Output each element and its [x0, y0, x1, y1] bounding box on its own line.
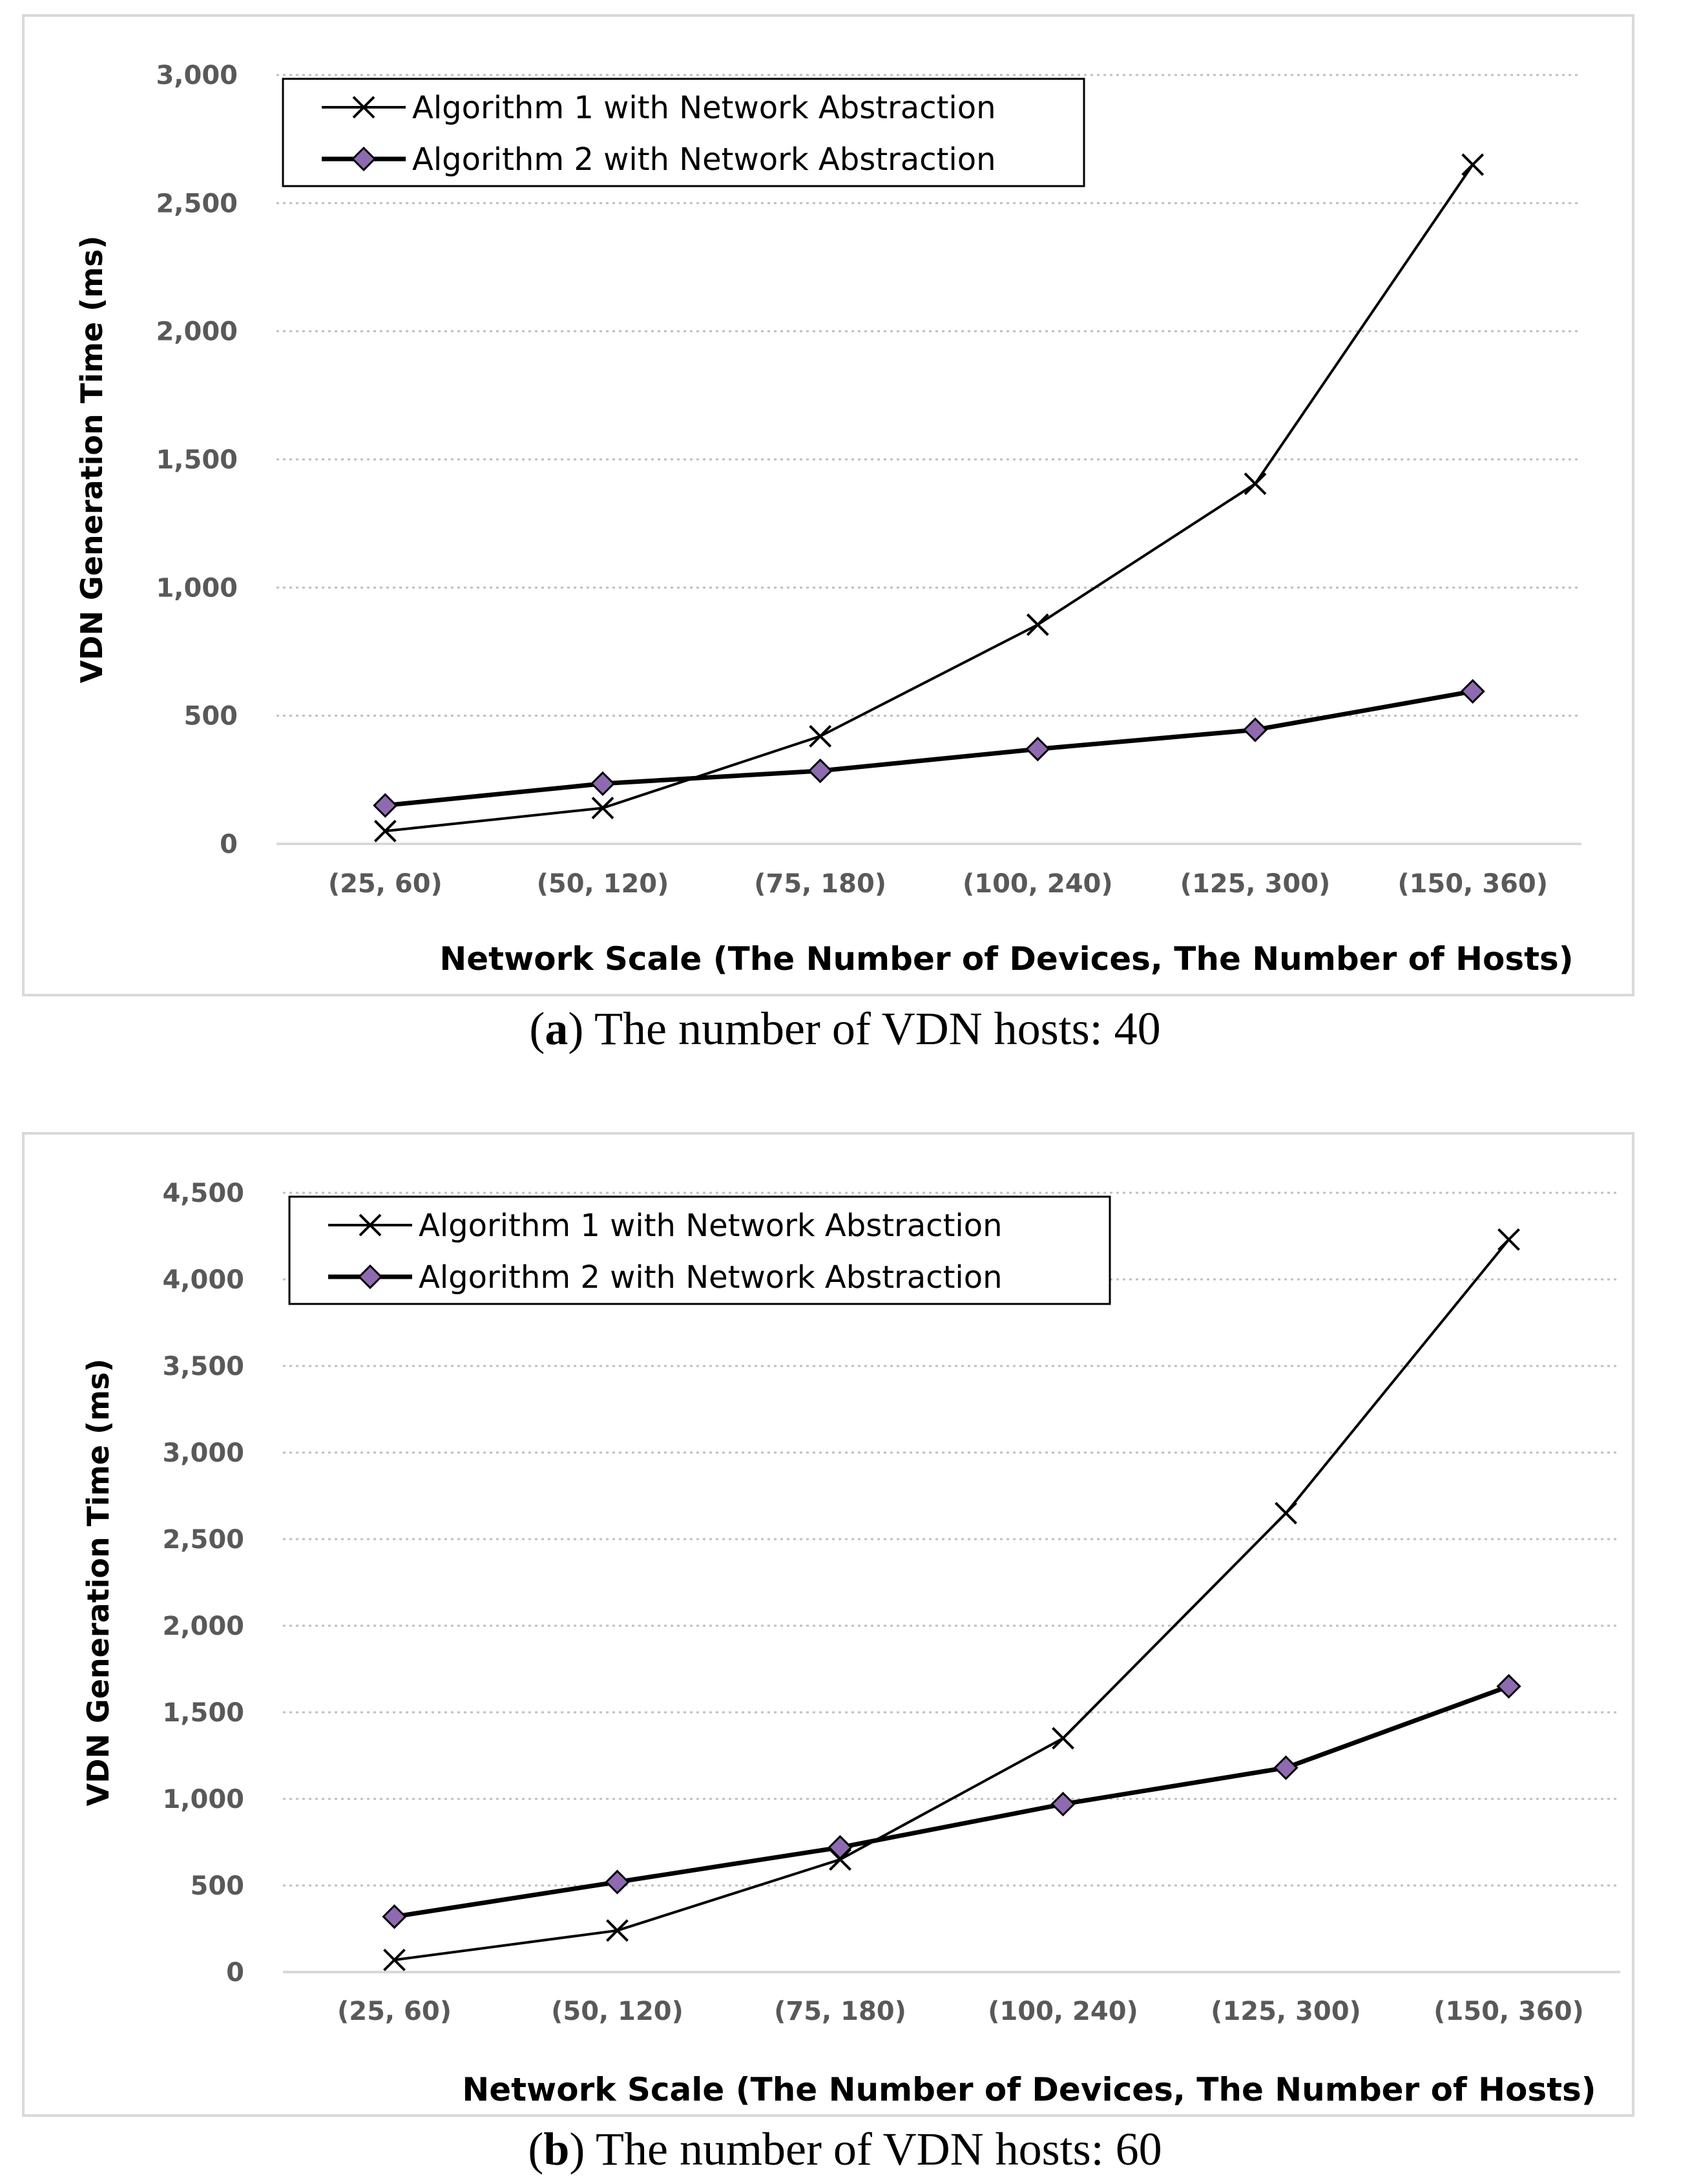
y-tick-label: 0: [220, 830, 238, 859]
y-axis-title: VDN Generation Time (ms): [74, 235, 109, 684]
data-point-2: [1244, 719, 1266, 740]
series-line-1: [385, 165, 1472, 831]
data-point-2: [1275, 1757, 1297, 1779]
y-tick-label: 2,000: [162, 1612, 244, 1641]
line-chart-b: [25, 1135, 1632, 2114]
x-axis-title: Network Scale (The Number of Devices, The Number of Hosts): [439, 940, 1574, 978]
x-tick-label: (50, 120): [536, 869, 669, 899]
x-tick-label: (25, 60): [337, 1997, 452, 2026]
caption-a-text: The number of VDN hosts: 40: [583, 1003, 1161, 1055]
y-tick-label: 3,000: [156, 61, 238, 90]
legend: [289, 1197, 1110, 1304]
data-point-1: [1027, 614, 1048, 635]
line-chart-a: [25, 17, 1632, 994]
legend-label-2: Algorithm 2 with Network Abstraction: [412, 142, 996, 178]
data-point-1: [1499, 1229, 1519, 1250]
series-line-2: [395, 1686, 1509, 1916]
y-tick-label: 500: [190, 1871, 244, 1901]
y-tick-label: 3,000: [162, 1438, 244, 1468]
chart-panel-a: [22, 14, 1634, 996]
data-point-2: [592, 773, 614, 795]
y-tick-label: 1,500: [156, 445, 238, 475]
caption-b-text: The number of VDN hosts: 60: [585, 2123, 1162, 2175]
x-tick-label: (100, 240): [962, 869, 1113, 899]
series-line-1: [395, 1239, 1509, 1960]
y-tick-label: 3,500: [162, 1352, 244, 1381]
y-tick-label: 4,000: [162, 1265, 244, 1295]
x-tick-label: (125, 300): [1180, 869, 1331, 899]
legend-label-1: Algorithm 1 with Network Abstraction: [412, 90, 996, 126]
data-point-1: [1276, 1503, 1297, 1524]
series-line-2: [385, 691, 1472, 806]
y-tick-label: 2,000: [156, 317, 238, 347]
data-point-2: [1498, 1675, 1520, 1697]
y-tick-label: 4,500: [162, 1179, 244, 1208]
data-point-2: [1027, 738, 1048, 760]
y-tick-label: 500: [183, 701, 238, 731]
x-axis-title: Network Scale (The Number of Devices, The Number of Hosts): [462, 2071, 1596, 2108]
data-point-2: [384, 1906, 406, 1927]
x-tick-label: (150, 360): [1397, 869, 1549, 899]
data-point-1: [1053, 1728, 1074, 1748]
caption-a-letter: a: [545, 1003, 569, 1055]
y-tick-label: 1,000: [162, 1785, 244, 1814]
caption-b-letter: b: [543, 2123, 570, 2175]
y-tick-label: 1,000: [156, 573, 238, 604]
y-tick-label: 1,500: [162, 1698, 244, 1728]
legend-label-2: Algorithm 2 with Network Abstraction: [419, 1259, 1003, 1296]
y-tick-label: 2,500: [162, 1525, 244, 1555]
data-point-2: [607, 1871, 629, 1893]
data-point-2: [374, 795, 396, 817]
y-tick-label: 2,500: [156, 189, 238, 219]
x-tick-label: (75, 180): [774, 1997, 906, 2026]
data-point-1: [1245, 474, 1266, 494]
caption-a: (a) The number of VDN hosts: 40: [529, 1003, 1161, 1055]
x-tick-label: (75, 180): [754, 869, 887, 899]
y-tick-label: 0: [226, 1958, 244, 1988]
x-tick-label: (50, 120): [551, 1997, 683, 2026]
x-tick-label: (150, 360): [1434, 1997, 1584, 2026]
data-point-1: [1463, 154, 1483, 175]
legend: [283, 79, 1084, 186]
data-point-2: [1052, 1793, 1074, 1815]
data-point-2: [1462, 680, 1484, 702]
data-point-1: [810, 726, 831, 746]
x-tick-label: (100, 240): [988, 1997, 1138, 2026]
y-axis-title: VDN Generation Time (ms): [81, 1358, 116, 1807]
data-point-2: [809, 760, 831, 782]
x-tick-label: (125, 300): [1211, 1997, 1361, 2026]
x-tick-label: (25, 60): [328, 869, 443, 899]
chart-panel-b: [22, 1132, 1634, 2117]
legend-label-1: Algorithm 1 with Network Abstraction: [419, 1208, 1003, 1244]
caption-b: (b) The number of VDN hosts: 60: [528, 2123, 1162, 2175]
